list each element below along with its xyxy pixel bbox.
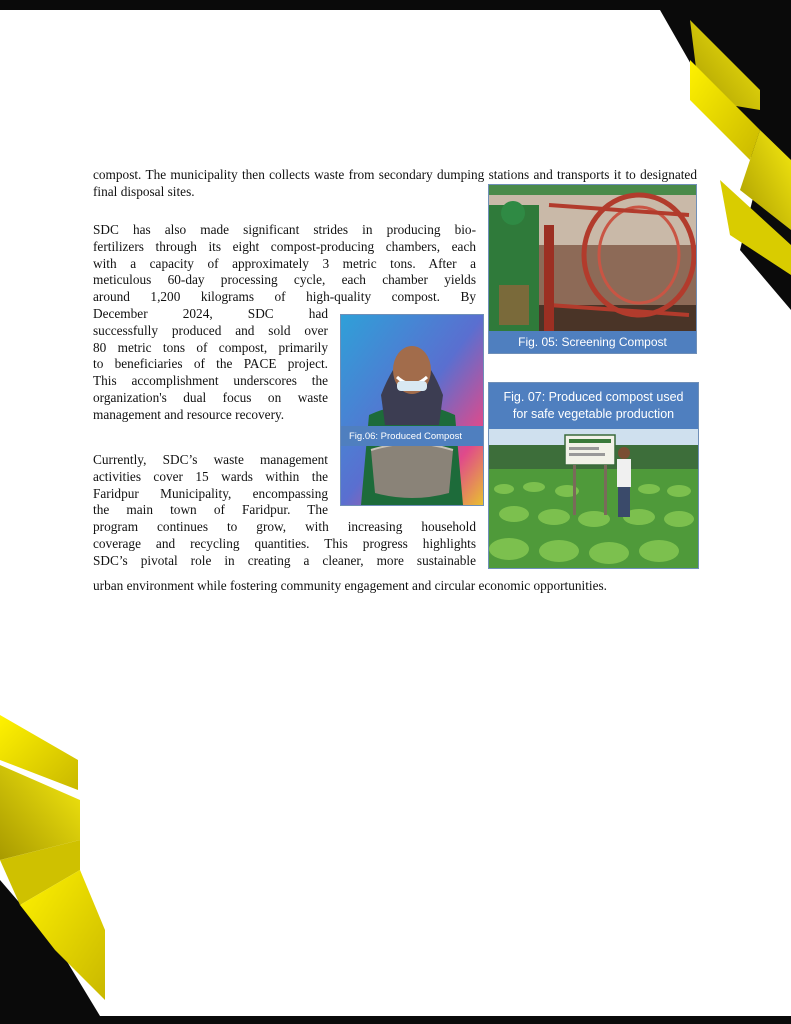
paragraph-coverage-continued [93,519,476,569]
text-line: program continues to grow, with increasing household [93,519,476,534]
figure-caption: Fig. 05: Screening Compost [489,331,696,353]
text-line: with a capacity of approximately 3 metric tons. After a [93,255,476,271]
text-line: fertilizers through its eight compost-producing chambers, each [93,238,476,254]
caption-line: Fig. 07: Produced compost used [503,390,684,404]
figure-vegetable-production [488,382,699,569]
vegetable-field-photo [489,429,698,568]
paragraph-biofertilizer-continued [93,306,328,424]
text-line: Faridpur Municipality, encompassing [93,485,328,501]
figure-caption: Fig.06: Produced Compost [341,426,483,446]
bottom-frame [0,1016,791,1024]
figure-screening-compost [488,184,697,354]
paragraph-coverage-end: urban environment while fostering community engagement and circular economic opportunities. [93,578,607,593]
paragraph-coverage [93,452,328,519]
text-line: 80 metric tons of compost, primarily [93,339,328,355]
caption-line: for safe vegetable production [512,407,675,421]
text-line: organization's dual focus on waste [93,389,328,405]
text-line: meticulous 60-day processing cycle, each chamber yields [93,272,476,288]
text-line: This accomplishment underscores the [93,373,328,389]
text-line: around 1,200 kilograms of high-quality compost. By [93,289,476,305]
screening-compost-photo [489,185,696,353]
text-line: SDC’s pivotal role in creating a cleaner, more sustainable [93,552,476,568]
text-line: Currently, SDC’s waste management [93,452,328,467]
text-line: activities cover 15 wards within the [93,468,328,484]
text-line: coverage and recycling quantities. This progress highlights [93,535,476,551]
text-line: SDC has also made significant strides in producing bio- [93,222,476,237]
top-frame [0,0,791,10]
text-line: management and resource recovery. [93,406,285,422]
produced-compost-photo [341,315,483,505]
text-line: the main town of Faridpur. The [93,502,328,518]
figure-produced-compost [340,314,484,506]
figure-caption [489,383,698,429]
text-line: to beneficiaries of the PACE project. [93,356,328,372]
paragraph-intro: compost. The municipality then collects waste from secondary dumping stations and transports it to designated final disposal sites. [93,167,697,199]
paragraph-biofertilizer [93,222,476,306]
text-line: December 2024, SDC had [93,306,328,321]
text-line: successfully produced and sold over [93,322,328,338]
